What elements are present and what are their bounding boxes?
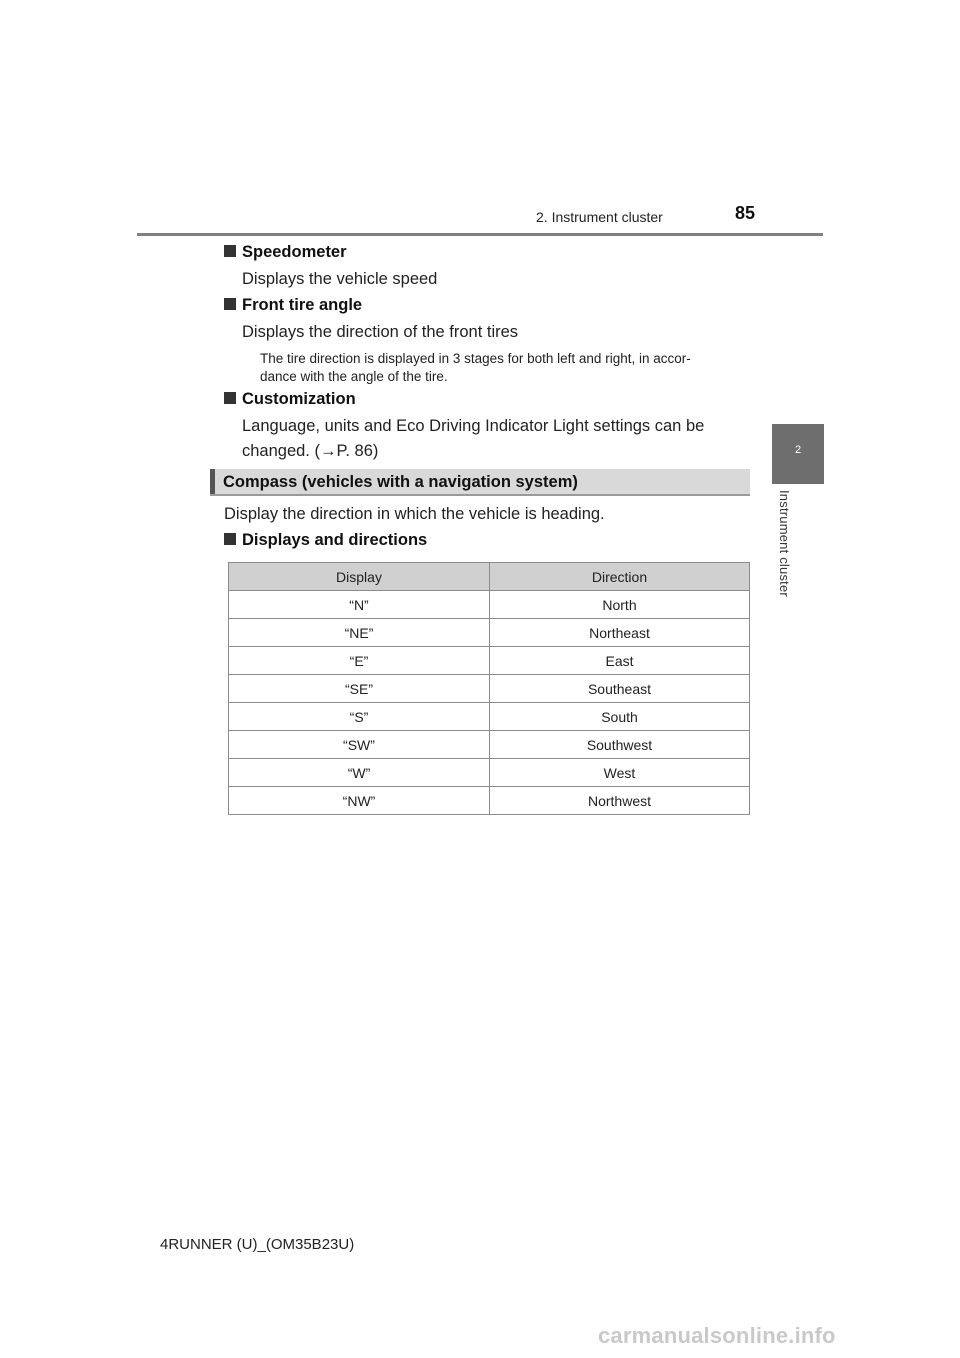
header-section-title: 2. Instrument cluster bbox=[536, 209, 663, 225]
compass-section-bar bbox=[210, 469, 750, 496]
display-cell: “E” bbox=[229, 647, 490, 675]
customization-description bbox=[242, 414, 745, 464]
header-divider bbox=[137, 233, 823, 236]
heading-displays-and-directions-text: Displays and directions bbox=[242, 531, 428, 549]
direction-cell: South bbox=[490, 703, 750, 731]
heading-front-tire-angle-text: Front tire angle bbox=[242, 296, 363, 314]
note-line-2: dance with the angle of the tire. bbox=[260, 369, 448, 384]
direction-cell: East bbox=[490, 647, 750, 675]
heading-customization bbox=[224, 390, 356, 409]
heading-speedometer bbox=[224, 243, 347, 262]
square-bullet-icon bbox=[224, 245, 236, 257]
chapter-tab-number: 2 bbox=[794, 444, 802, 456]
display-cell: “NE” bbox=[229, 619, 490, 647]
direction-cell: Northwest bbox=[490, 787, 750, 815]
table-row bbox=[229, 731, 750, 759]
table-row bbox=[229, 591, 750, 619]
heading-front-tire-angle bbox=[224, 296, 362, 315]
table-row bbox=[229, 675, 750, 703]
heading-customization-text: Customization bbox=[242, 390, 356, 408]
footer-model-code: 4RUNNER (U)_(OM35B23U) bbox=[160, 1236, 355, 1253]
table-row bbox=[229, 703, 750, 731]
display-cell: “SW” bbox=[229, 731, 490, 759]
heading-displays-and-directions bbox=[224, 531, 427, 550]
front-tire-angle-note bbox=[260, 350, 750, 386]
display-cell: “SE” bbox=[229, 675, 490, 703]
display-cell: “NW” bbox=[229, 787, 490, 815]
customization-line-2: changed. (→P. 86) bbox=[242, 442, 379, 460]
square-bullet-icon bbox=[224, 392, 236, 404]
section-bar-accent bbox=[210, 469, 215, 494]
table-row bbox=[229, 619, 750, 647]
display-cell: “S” bbox=[229, 703, 490, 731]
front-tire-angle-description: Displays the direction of the front tires bbox=[242, 323, 519, 341]
table-row bbox=[229, 759, 750, 787]
speedometer-description: Displays the vehicle speed bbox=[242, 270, 438, 288]
direction-cell: Northeast bbox=[490, 619, 750, 647]
customization-line-1: Language, units and Eco Driving Indicator Light settings can be bbox=[242, 417, 705, 435]
direction-cell: Southeast bbox=[490, 675, 750, 703]
note-line-1: The tire direction is displayed in 3 stages for both left and right, in accor- bbox=[260, 351, 691, 366]
display-cell: “W” bbox=[229, 759, 490, 787]
compass-intro: Display the direction in which the vehicle is heading. bbox=[224, 505, 605, 523]
watermark: carmanualsonline.info bbox=[598, 1323, 836, 1348]
square-bullet-icon bbox=[224, 533, 236, 545]
chapter-tab-label: Instrument cluster bbox=[777, 490, 792, 597]
heading-speedometer-text: Speedometer bbox=[242, 243, 347, 261]
square-bullet-icon bbox=[224, 298, 236, 310]
table-row bbox=[229, 787, 750, 815]
chapter-tab bbox=[772, 424, 824, 484]
compass-section-title: Compass (vehicles with a navigation system) bbox=[223, 473, 578, 491]
direction-cell: North bbox=[490, 591, 750, 619]
direction-cell: Southwest bbox=[490, 731, 750, 759]
directions-table bbox=[228, 562, 750, 815]
page-number: 85 bbox=[735, 203, 756, 223]
column-header-direction: Direction bbox=[490, 563, 750, 591]
direction-cell: West bbox=[490, 759, 750, 787]
table-header-row bbox=[229, 563, 750, 591]
display-cell: “N” bbox=[229, 591, 490, 619]
column-header-display: Display bbox=[229, 563, 490, 591]
table-row bbox=[229, 647, 750, 675]
